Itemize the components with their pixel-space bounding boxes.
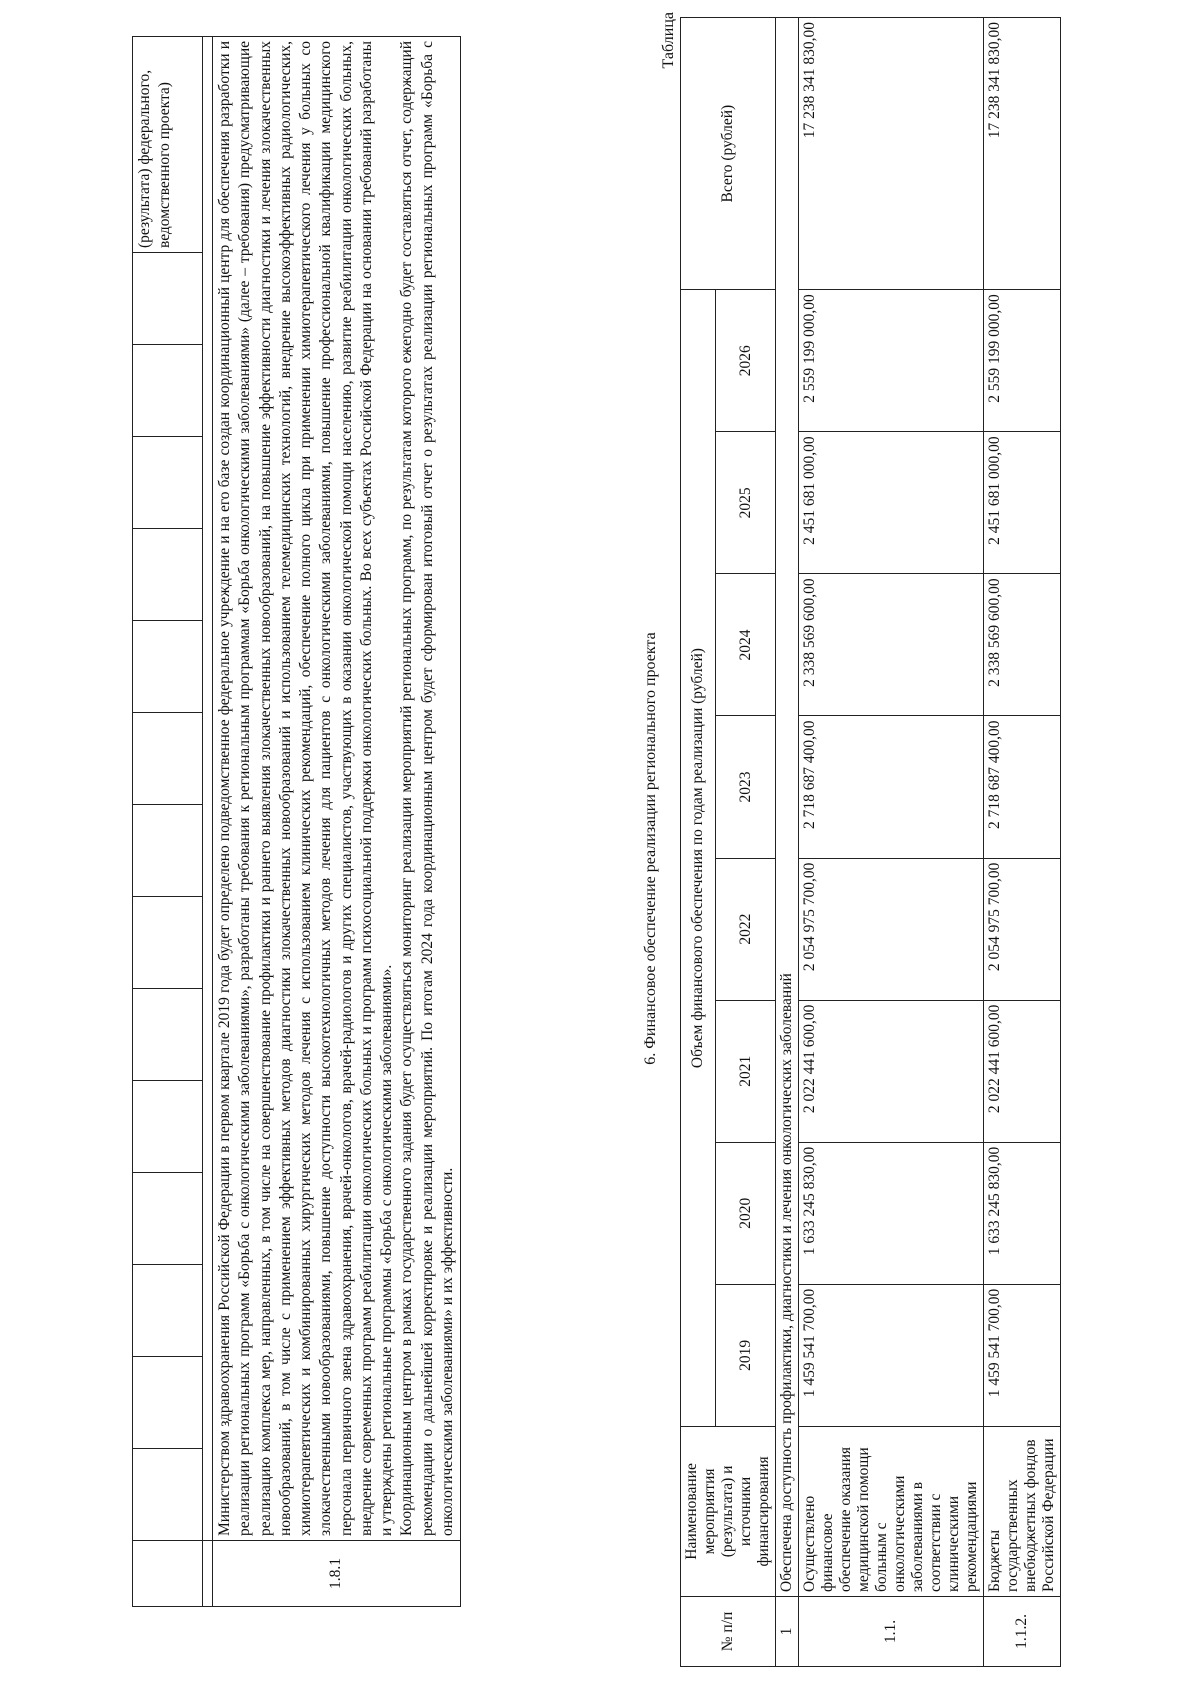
- continuation-table: [132, 36, 461, 1607]
- description-paragraph-1: Министерством здравоохранения Российской Федерации в первом квартале 2019 года будет определено подведомственное федеральное учреждение и на его базе создан координационный центр для обеспечения разработки и реализации региональных программ «Борьба с онкологическими заболеваниями», разработаны требования к региональным программам «Борьба онкологическими заболеваниями» (далее – требования) предусматривающие реализацию комплекса мер, направленных, в том числе на совершенствование профилактики и раннего выявления злокачественных новообразований, на повышение эффективности диагностики и лечения злокачественных новообразований, в том числе с применением эффективных методов диагностики злокачественных новообразований и использованием телемедицинских технологий, внедрение высокоэффективных радиологических, химиотерапевтических и комбинированных хирургических методов лечения с использованием клинических рекомендаций, обеспечение полного цикла при применении химиотерапевтического лечения у больных со злокачественными новообразованиями, повышение доступности высокотехнологичных методов лечения для пациентов с онкологическими заболеваниями, повышение профессиональной квалификации медицинского персонала первичного звена здравоохранения, врачей-онкологов, врачей-радиологов и других специалистов, участвующих в оказании онкологической помощи населению, развитие реабилитации онкологических больных, внедрение современных программ реабилитации онкологических больных и программ психосоциальной поддержки онкологических больных. Во всех субъектах Российской Федерации на основании требований разработаны и утверждены региональные программы «Борьба с онкологическими заболеваниями».: [216, 41, 395, 1536]
- header-total: Всего (рублей): [681, 18, 776, 290]
- value-cell: 1 633 245 830,00: [984, 1142, 1061, 1284]
- header-volume: Объем финансового обеспечения по годам реализации (рублей): [681, 290, 716, 1427]
- value-cell: 1 459 541 700,00: [984, 1284, 1061, 1426]
- continuation-header-row: [133, 37, 203, 1607]
- value-cell: 1 459 541 700,00: [799, 1284, 984, 1426]
- row-num: 1.1.: [799, 1596, 984, 1666]
- section-text: Обеспечена доступность профилактики, диагностики и лечения онкологических заболеваний: [776, 18, 799, 1597]
- value-cell: 2 718 687 400,00: [799, 716, 984, 858]
- year-header: 2022: [716, 858, 776, 1000]
- table-caption: Таблица: [660, 12, 677, 69]
- header-name: Наименование мероприятия (результата) и источники финансирования: [681, 1426, 776, 1596]
- year-header: 2019: [716, 1284, 776, 1426]
- year-header: 2024: [716, 574, 776, 716]
- section-heading: 6. Финансовое обеспечение реализации регионального проекта: [642, 632, 659, 1065]
- value-cell: 2 451 681 000,00: [799, 432, 984, 574]
- row-number: 1.8.1: [213, 1541, 461, 1607]
- table-row: [799, 18, 984, 1667]
- value-cell: 2 054 975 700,00: [799, 858, 984, 1000]
- description-paragraph-2: Координационным центром в рамках государственного задания будет осуществляться мониторинг реализации мероприятий региональных программ, по результатам которого ежегодно будет составляться отчет, содержащий рекомендации о дальнейшей корректировке и реализации мероприятий. По итогам 2024 года координационным центром будет сформирован итоговый отчет о результатах реализации региональных программ «Борьба с онкологическими заболеваниями» и их эффективности.: [398, 41, 456, 1536]
- value-cell: 1 633 245 830,00: [799, 1142, 984, 1284]
- value-cell: 2 054 975 700,00: [984, 858, 1061, 1000]
- section-row: [776, 18, 799, 1667]
- value-cell: 2 559 199 000,00: [799, 290, 984, 432]
- financing-table: [680, 17, 1061, 1667]
- year-header: 2026: [716, 290, 776, 432]
- value-cell: 2 559 199 000,00: [984, 290, 1061, 432]
- header-row-1: [681, 18, 716, 1667]
- row-name: Осуществлено финансовое обеспечение оказания медицинской помощи больным с онкологическими заболеваниями в соответствии с клиническими рекомендациями: [799, 1426, 984, 1596]
- year-header: 2021: [716, 1000, 776, 1142]
- value-cell: 2 022 441 600,00: [984, 1000, 1061, 1142]
- row-name: Бюджеты государственных внебюджетных фондов Российской Федерации: [984, 1426, 1061, 1596]
- value-cell: 2 338 569 600,00: [799, 574, 984, 716]
- year-header: 2025: [716, 432, 776, 574]
- value-cell: 2 451 681 000,00: [984, 432, 1061, 574]
- total-cell: 17 238 341 830,00: [799, 18, 984, 290]
- section-num: 1: [776, 1596, 799, 1666]
- table-row: [984, 18, 1061, 1667]
- value-cell: 2 022 441 600,00: [799, 1000, 984, 1142]
- year-header: 2023: [716, 716, 776, 858]
- header-num: № п/п: [681, 1596, 776, 1666]
- continuation-row: [213, 37, 461, 1607]
- continuation-header-text: (результата) федерального, ведомственного проекта): [133, 37, 203, 253]
- total-cell: 17 238 341 830,00: [984, 18, 1061, 290]
- row-description: [213, 37, 461, 1541]
- value-cell: 2 718 687 400,00: [984, 716, 1061, 858]
- value-cell: 2 338 569 600,00: [984, 574, 1061, 716]
- row-num: 1.1.2.: [984, 1596, 1061, 1666]
- year-header: 2020: [716, 1142, 776, 1284]
